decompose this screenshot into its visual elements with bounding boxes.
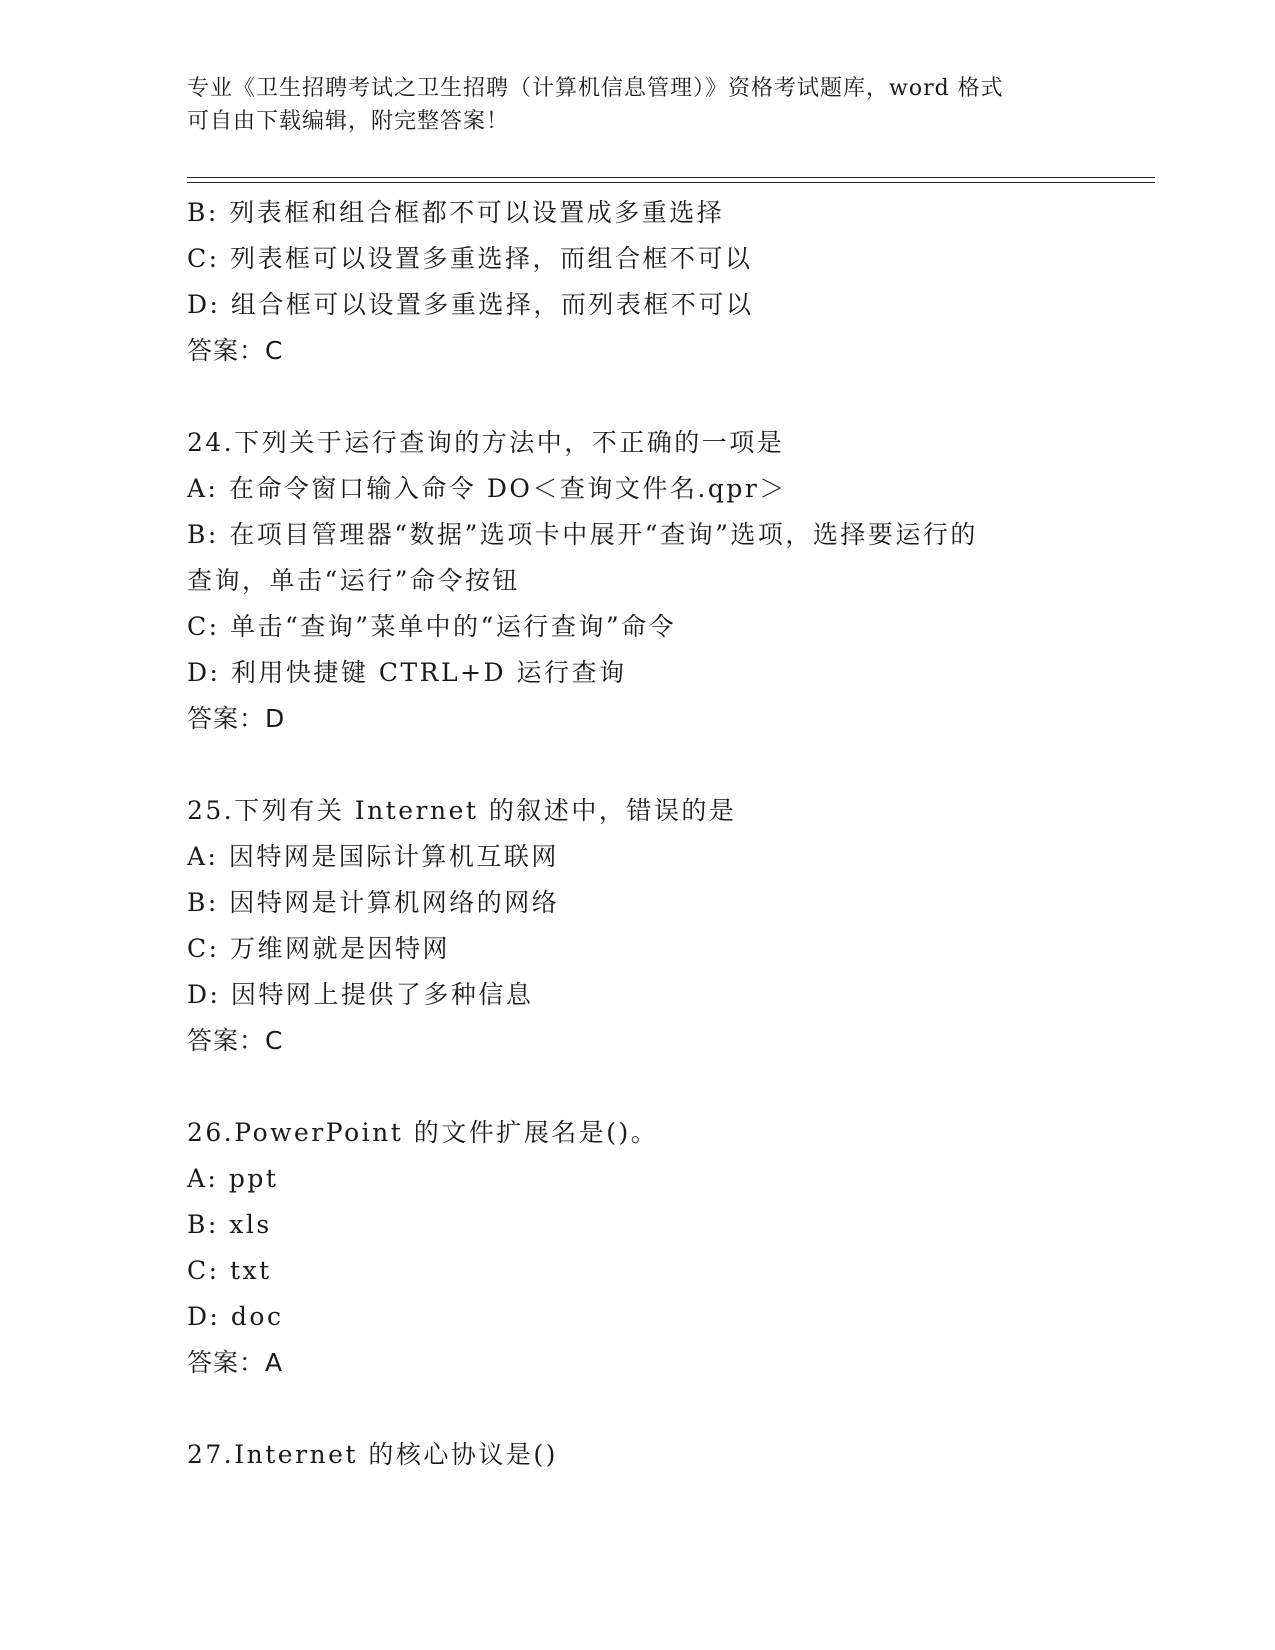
option-b-continued: 查询，单击“运行”命令按钮 xyxy=(187,566,521,595)
question-23 xyxy=(187,190,1087,374)
spacer xyxy=(187,374,1087,420)
question-text: 26.PowerPoint 的文件扩展名是()。 xyxy=(187,1118,659,1147)
question-26 xyxy=(187,1110,1087,1386)
header-divider-bottom xyxy=(187,182,1155,183)
option-b: B: 因特网是计算机网络的网络 xyxy=(187,888,560,917)
option-c: C: 单击“查询”菜单中的“运行查询”命令 xyxy=(187,612,677,641)
document-header xyxy=(187,72,1087,138)
question-text: 24.下列关于运行查询的方法中，不正确的一项是 xyxy=(187,428,785,457)
answer-line: 答案：A xyxy=(187,1348,284,1377)
option-a: A: 在命令窗口输入命令 DO＜查询文件名.qpr＞ xyxy=(187,474,787,503)
answer-line: 答案：C xyxy=(187,336,284,365)
option-c: C: 万维网就是因特网 xyxy=(187,934,450,963)
option-b: B: 在项目管理器“数据”选项卡中展开“查询”选项，选择要运行的 xyxy=(187,520,978,549)
answer-line: 答案：D xyxy=(187,704,286,733)
header-divider-top xyxy=(187,177,1155,178)
spacer xyxy=(187,1386,1087,1432)
option-d: D: 因特网上提供了多种信息 xyxy=(187,980,534,1009)
question-text: 25.下列有关 Internet 的叙述中，错误的是 xyxy=(187,796,737,825)
header-line-1: 专业《卫生招聘考试之卫生招聘（计算机信息管理）》资格考试题库，word 格式 xyxy=(187,76,1004,101)
option-d: D: 利用快捷键 CTRL+D 运行查询 xyxy=(187,658,627,687)
option-c: C: txt xyxy=(187,1256,272,1285)
question-25 xyxy=(187,788,1087,1064)
question-list xyxy=(187,190,1087,1478)
spacer xyxy=(187,1064,1087,1110)
answer-line: 答案：C xyxy=(187,1026,284,1055)
option-c: C: 列表框可以设置多重选择，而组合框不可以 xyxy=(187,244,753,273)
spacer xyxy=(187,742,1087,788)
header-line-2: 可自由下载编辑，附完整答案！ xyxy=(187,109,510,134)
question-27 xyxy=(187,1432,1087,1478)
option-b: B: xls xyxy=(187,1210,272,1239)
option-d: D: 组合框可以设置多重选择，而列表框不可以 xyxy=(187,290,754,319)
option-a: A: 因特网是国际计算机互联网 xyxy=(187,842,559,871)
question-text: 27.Internet 的核心协议是() xyxy=(187,1440,558,1469)
question-24 xyxy=(187,420,1087,742)
option-d: D: doc xyxy=(187,1302,284,1331)
option-a: A: ppt xyxy=(187,1164,279,1193)
option-b: B: 列表框和组合框都不可以设置成多重选择 xyxy=(187,198,725,227)
